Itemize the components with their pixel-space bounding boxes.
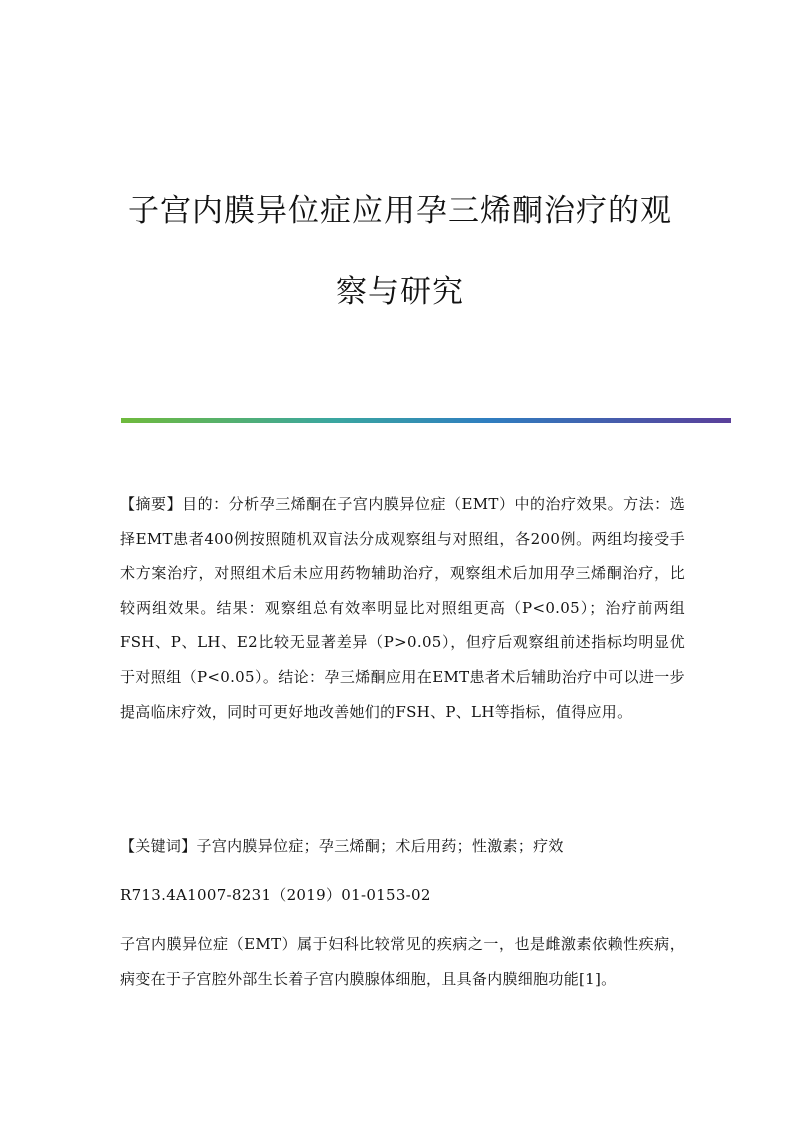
classification-code: R713.4A1007-8231（2019）01-0153-02 bbox=[120, 886, 431, 904]
intro-paragraph: 子宫内膜异位症（EMT）属于妇科比较常见的疾病之一，也是雌激素依赖性疾病，病变在于子宫腔外部生长着子宫内膜腺体细胞，且具备内膜细胞功能[1]。 bbox=[120, 935, 685, 988]
document-title-line-2: 察与研究 bbox=[336, 274, 464, 310]
abstract-label: 【摘要】 bbox=[120, 495, 183, 513]
keywords-text: 子宫内膜异位症；孕三烯酮；术后用药；性激素；疗效 bbox=[196, 837, 564, 855]
title-divider bbox=[121, 418, 731, 423]
keywords-paragraph bbox=[120, 829, 685, 864]
abstract-paragraph bbox=[120, 487, 685, 729]
keywords-label: 【关键词】 bbox=[120, 837, 197, 855]
document-title-line-1: 子宫内膜异位症应用孕三烯酮治疗的观 bbox=[128, 193, 672, 229]
abstract-text: 目的：分析孕三烯酮在子宫内膜异位症（EMT）中的治疗效果。方法：选择EMT患者400例按照随机双盲法分成观察组与对照组，各200例。两组均接受手术方案治疗，对照组术后未应用药物辅助治疗，观察组术后加用孕三烯酮治疗，比较两组效果。结果：观察组总有效率明显比对照组更高（P<0.05）；治疗前两组FSH、P、LH、E2比较无显著差异（P>0.05），但疗后观察组前述指标均明显优于对照组（P<0.05）。结论：孕三烯酮应用在EMT患者术后辅助治疗中可以进一步提高临床疗效，同时可更好地改善她们的FSH、P、LH等指标，值得应用。 bbox=[120, 495, 685, 721]
